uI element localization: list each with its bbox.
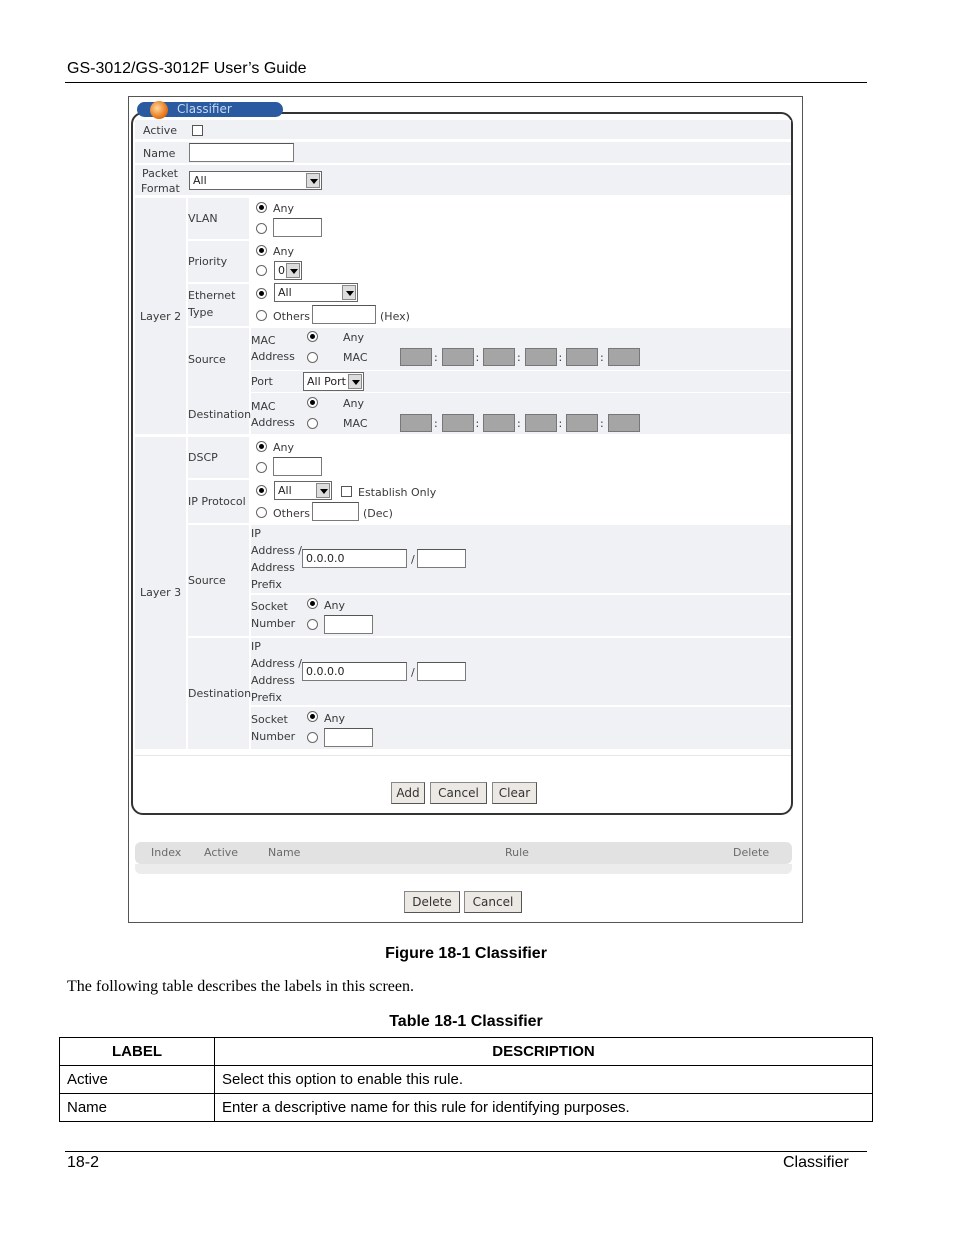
col-delete: Delete	[733, 846, 770, 859]
l3-src-ip-label-1: IP	[251, 527, 261, 540]
figure-caption: Figure 18-1 Classifier	[385, 945, 547, 962]
packet-format-label-1: Packet	[142, 167, 178, 180]
col-active: Active	[204, 846, 239, 859]
l3-dst-socket-any-label: Any	[324, 712, 346, 725]
ip-protocol-value: All	[278, 484, 292, 497]
l2-destination-label: Destination	[188, 408, 252, 421]
ethernet-type-others-label: Others	[273, 310, 310, 323]
table-cell-label: Active	[60, 1066, 215, 1094]
src-mac-octet-input[interactable]	[566, 348, 598, 366]
src-mac-any-label: Any	[343, 331, 365, 344]
l3-dst-socket-label-1: Socket	[251, 713, 288, 726]
table-cell-description: Enter a descriptive name for this rule for identifying purposes.	[215, 1094, 873, 1122]
header-rule	[65, 82, 867, 83]
dst-mac-octet-input[interactable]	[566, 414, 598, 432]
dscp-any-label: Any	[273, 441, 295, 454]
cancel-button[interactable]: Cancel	[430, 782, 487, 804]
rule-list-header-shadow	[135, 864, 792, 874]
col-index: Index	[151, 846, 182, 859]
priority-label: Priority	[188, 255, 228, 268]
vlan-label: VLAN	[188, 212, 218, 225]
dst-mac-mac-label: MAC	[343, 417, 368, 430]
vlan-input[interactable]	[273, 218, 322, 237]
col-name: Name	[268, 846, 301, 859]
orb-icon	[150, 101, 168, 119]
dst-mac-label-1: MAC	[251, 400, 276, 413]
ip-protocol-input[interactable]	[312, 502, 359, 521]
dst-mac-octet-input[interactable]	[608, 414, 640, 432]
priority-value: 0	[278, 264, 285, 277]
l2-source-label: Source	[188, 353, 226, 366]
l3-dst-socket-input[interactable]	[324, 728, 373, 747]
dscp-label: DSCP	[188, 451, 218, 464]
src-mac-value-radio[interactable]	[307, 352, 318, 363]
dst-mac-separator: :	[517, 417, 521, 430]
src-port-value: All Port	[307, 375, 346, 388]
table-header-description: DESCRIPTION	[215, 1038, 873, 1066]
chevron-down-icon	[316, 483, 330, 498]
dst-mac-separator: :	[558, 417, 563, 430]
add-button[interactable]: Add	[391, 782, 425, 804]
src-mac-separator: :	[558, 351, 563, 364]
l3-src-socket-label-2: Number	[251, 617, 296, 630]
ip-protocol-select-radio[interactable]	[256, 485, 267, 496]
establish-only-label: Establish Only	[358, 486, 437, 499]
priority-any-radio[interactable]	[256, 245, 267, 256]
ethernet-type-unit: (Hex)	[380, 310, 410, 323]
dst-mac-any-label: Any	[343, 397, 365, 410]
active-label: Active	[143, 124, 178, 137]
chevron-down-icon	[286, 263, 300, 278]
table-cell-label: Name	[60, 1094, 215, 1122]
footer-rule	[65, 1151, 867, 1152]
dst-mac-octet-input[interactable]	[442, 414, 474, 432]
src-mac-separator: :	[434, 351, 438, 364]
active-row	[135, 120, 791, 140]
packet-format-select[interactable]	[189, 171, 322, 190]
l3-src-ip-input[interactable]: 0.0.0.0	[302, 549, 407, 568]
l3-dst-ip-label-4: Prefix	[251, 691, 282, 704]
l3-src-prefix-input[interactable]	[417, 549, 466, 568]
l3-src-socket-value-radio[interactable]	[307, 619, 318, 630]
dscp-value-radio[interactable]	[256, 462, 267, 473]
table-header-label: LABEL	[60, 1038, 215, 1066]
ethernet-type-input[interactable]	[312, 305, 376, 324]
delete-button[interactable]: Delete	[404, 891, 460, 913]
dst-mac-octet-input[interactable]	[483, 414, 515, 432]
description-table	[59, 1037, 873, 1122]
ip-protocol-select[interactable]	[274, 481, 332, 500]
table-cell-description: Select this option to enable this rule.	[215, 1066, 873, 1094]
src-mac-any-radio[interactable]	[307, 331, 318, 342]
l3-dst-ip-label-2: Address /	[251, 657, 303, 670]
layer3-label: Layer 3	[140, 586, 182, 599]
src-mac-octet-input[interactable]	[608, 348, 640, 366]
src-mac-octet-input[interactable]	[525, 348, 557, 366]
table-row	[60, 1094, 873, 1122]
l3-dst-socket-value-radio[interactable]	[307, 732, 318, 743]
l3-source-label: Source	[188, 574, 226, 587]
table-caption: Table 18-1 Classifier	[389, 1013, 543, 1030]
dst-mac-octet-input[interactable]	[400, 414, 432, 432]
l3-src-socket-any-label: Any	[324, 599, 346, 612]
chevron-down-icon	[342, 285, 356, 300]
vlan-any-label: Any	[273, 202, 295, 215]
ip-protocol-others-radio[interactable]	[256, 507, 267, 518]
ethernet-type-value: All	[278, 286, 292, 299]
l3-dst-prefix-input[interactable]	[417, 662, 466, 681]
l3-src-socket-any-radio[interactable]	[307, 598, 318, 609]
src-mac-separator: :	[600, 351, 604, 364]
footer-section: Classifier	[783, 1154, 849, 1171]
clear-button[interactable]: Clear	[492, 782, 537, 804]
ethernet-type-others-radio[interactable]	[256, 310, 267, 321]
l3-src-ip-label-2: Address /	[251, 544, 303, 557]
l3-src-slash: /	[411, 553, 415, 566]
l3-dst-slash: /	[411, 666, 415, 679]
l3-src-ip-label-4: Prefix	[251, 578, 282, 591]
src-mac-label-1: MAC	[251, 334, 276, 347]
name-label: Name	[143, 147, 176, 160]
packet-format-label-2: Format	[141, 182, 180, 195]
ethernet-type-select-radio[interactable]	[256, 288, 267, 299]
priority-select[interactable]	[274, 261, 302, 280]
classifier-tab-title: Classifier	[137, 102, 283, 117]
src-mac-octet-input[interactable]	[400, 348, 432, 366]
ip-protocol-label: IP Protocol	[188, 495, 246, 508]
packet-format-value: All	[193, 174, 207, 187]
dst-mac-separator: :	[434, 417, 438, 430]
dst-mac-value-radio[interactable]	[307, 418, 318, 429]
chevron-down-icon	[348, 374, 362, 389]
dscp-input[interactable]	[273, 457, 322, 476]
ethernet-type-select[interactable]	[274, 283, 358, 302]
l3-src-socket-label-1: Socket	[251, 600, 288, 613]
dst-mac-separator: :	[475, 417, 480, 430]
form-bottom-divider	[135, 750, 791, 756]
list-cancel-button[interactable]: Cancel	[464, 891, 522, 913]
ip-protocol-unit: (Dec)	[363, 507, 393, 520]
src-port-select[interactable]	[303, 372, 364, 391]
l3-dst-ip-label-3: Address	[251, 674, 295, 687]
src-mac-octet-input[interactable]	[483, 348, 515, 366]
l3-dst-ip-input[interactable]: 0.0.0.0	[302, 662, 407, 681]
chevron-down-icon	[306, 173, 320, 188]
dst-mac-any-radio[interactable]	[307, 397, 318, 408]
dst-mac-separator: :	[600, 417, 604, 430]
ethernet-type-label-2: Type	[188, 306, 214, 319]
body-text: The following table describes the labels in this screen.	[67, 978, 415, 995]
priority-any-label: Any	[273, 245, 295, 258]
l3-src-ip-label-3: Address	[251, 561, 295, 574]
src-mac-row	[251, 328, 791, 370]
src-mac-separator: :	[517, 351, 521, 364]
dst-mac-octet-input[interactable]	[525, 414, 557, 432]
l3-dst-socket-label-2: Number	[251, 730, 296, 743]
ethernet-type-label-1: Ethernet	[188, 289, 236, 302]
dscp-any-radio[interactable]	[256, 441, 267, 452]
priority-value-radio[interactable]	[256, 265, 267, 276]
l3-dst-socket-any-radio[interactable]	[307, 711, 318, 722]
table-row	[60, 1066, 873, 1094]
src-mac-octet-input[interactable]	[442, 348, 474, 366]
l3-dst-ip-label-1: IP	[251, 640, 261, 653]
src-mac-separator: :	[475, 351, 480, 364]
layer2-label: Layer 2	[140, 310, 182, 323]
footer-page-number: 18-2	[67, 1154, 100, 1171]
name-input[interactable]	[189, 143, 294, 162]
vlan-any-radio[interactable]	[256, 202, 267, 213]
src-port-label: Port	[251, 375, 273, 388]
dst-mac-row	[251, 393, 791, 434]
establish-only-checkbox[interactable]	[341, 486, 352, 497]
l3-destination-label: Destination	[188, 687, 252, 700]
document-header: GS-3012/GS-3012F User’s Guide	[67, 60, 307, 77]
table-header-row	[60, 1038, 873, 1066]
src-mac-mac-label: MAC	[343, 351, 368, 364]
l3-src-socket-input[interactable]	[324, 615, 373, 634]
active-checkbox[interactable]	[192, 125, 203, 136]
dst-mac-label-2: Address	[251, 416, 295, 429]
ip-protocol-others-label: Others	[273, 507, 310, 520]
col-rule: Rule	[505, 846, 529, 859]
vlan-value-radio[interactable]	[256, 223, 267, 234]
src-mac-label-2: Address	[251, 350, 295, 363]
